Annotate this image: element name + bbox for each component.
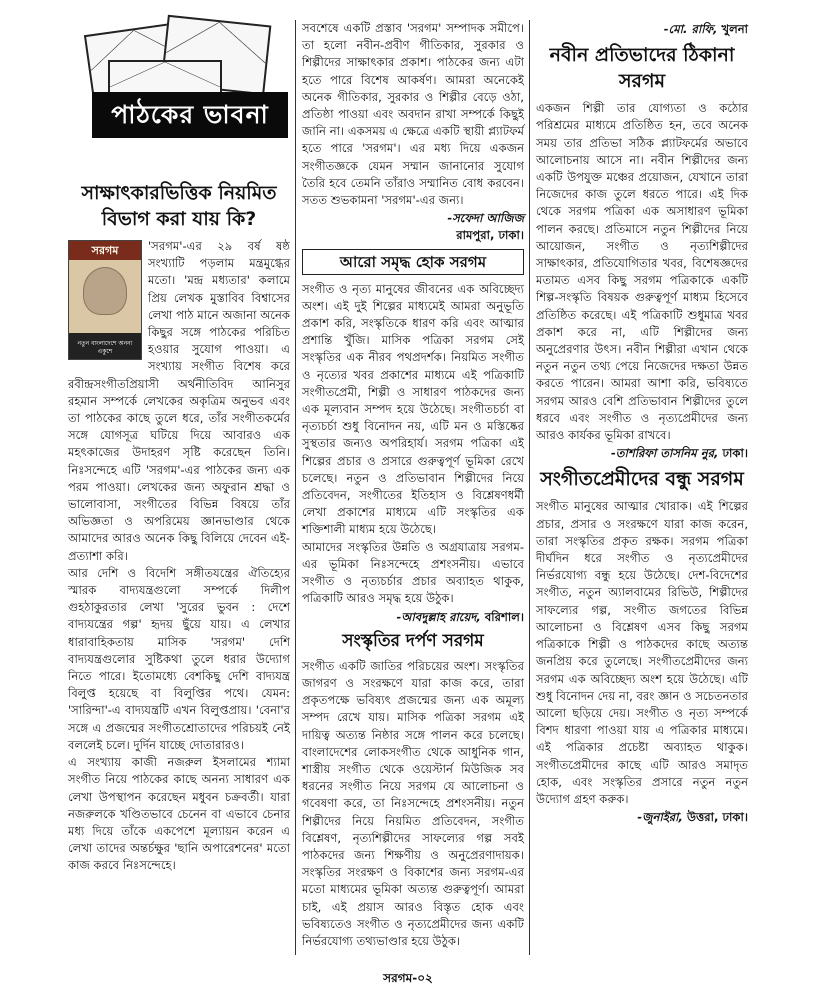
column-2 bbox=[302, 20, 524, 950]
article-3-location: খুলনা bbox=[721, 22, 748, 36]
article-5-location: উত্তরা, ঢাকা। bbox=[686, 810, 748, 825]
page-footer: সরগম-০২ bbox=[383, 971, 433, 985]
article-3-author: -মো. রাফি, bbox=[663, 22, 718, 36]
magazine-cover-title: সরগম bbox=[91, 244, 119, 257]
article-4-paragraph-1: একজন শিল্পী তার যোগ্যতা ও কঠোর পরিশ্রমের মাধ্যমে প্রতিষ্ঠিত হন, তবে অনেক সময় তার প্রতিভা সঠিক প্ল্যাটফর্মের অভাবে আলোচনায় আসে না। নবীন শিল্পীদের জন্য একটি উপযুক্ত মঞ্চের প্রয়োজন, যেখানে তারা নিজেদের কাজ তুলে ধরতে পারে। এই দিক থেকে সরগম পত্রিকা এক অসাধারণ ভূমিকা পালন করছে। প্রতিমাসে নতুন শিল্পীদের নিয়ে আয়োজন, সংগীত ও নৃত্যশিল্পীদের সাক্ষাৎকার, প্রতিযোগিতার খবর, বিশেষজ্ঞদের মতামত এসব কিছু সরগম পত্রিকাকে একটি শিল্প-সংস্কৃতি বিষয়ক গুরুত্বপূর্ণ মাধ্যম হিসেবে প্রতিষ্ঠিত করেছে। এই পত্রিকাটি শুধুমাত্র খবর প্রকাশ করে না, এটি শিল্পীদের জন্য অনুপ্রেরণার উৎস। নবীন শিল্পীরা এখান থেকে নতুন নতুন তথ্য পেয়ে নিজেদের দক্ষতা উন্নত করতে পারেন। আমরা আশা করি, ভবিষ্যতে সরগম আরও বেশি প্রতিভাবান শিল্পীদের তুলে ধরবে এবং সংগীত ও নৃত্যপ্রেমীদের জন্য আরও কার্যকর ভূমিকা রাখবে। bbox=[536, 101, 748, 443]
column-divider bbox=[529, 20, 530, 955]
section-banner: পাঠকের ভাবনা bbox=[92, 92, 288, 138]
column-1 bbox=[68, 176, 290, 875]
article-5-author: -জুনাইরা, bbox=[637, 810, 683, 825]
article-1-title: সাক্ষাৎকারভিত্তিক নিয়মিত বিভাগ করা যায় কি? bbox=[81, 182, 277, 230]
article-4-title: নবীন প্রতিভাদের ঠিকানা সরগম bbox=[549, 44, 735, 93]
magazine-cover-subtitle: নতুন বাংলাদেশে অনন্য একুশে bbox=[77, 340, 133, 355]
article-5-paragraph-1: সংগীত মানুষের আত্মার খোরাক। এই শিল্পের প্রচার, প্রসার ও সংরক্ষণে যারা কাজ করেন, তারা সংস্কৃতির প্রকৃত রক্ষক। সরগম পত্রিকা দীর্ঘদিন ধরে সংগীত ও নৃত্যপ্রেমীদের নির্ভরযোগ্য বন্ধু হয়ে উঠেছে। দেশ-বিদেশের সংগীত, নতুন অ্যালবামের রিভিউ, শিল্পীদের সাফল্যের গল্প, সংগীত জগতের বিভিন্ন আলোচনা ও বিশ্লেষণ এসব কিছু সরগম পত্রিকাকে শিল্পী ও পাঠকদের কাছে অত্যন্ত জনপ্রিয় করে তুলেছে। সংগীতপ্রেমীদের জন্য সরগম এক অবিচ্ছেদ্য অংশ হয়ে উঠেছে। এটি শুধু বিনোদন দেয় না, বরং জ্ঞান ও সচেতনতার আলো ছড়িয়ে দেয়। সংগীত ও নৃত্য সম্পর্কে বিশদ ধারণা পাওয়া যায় এ পত্রিকার মাধ্যমে। এই পত্রিকার প্রচেষ্টা অব্যাহত থাকুক। সংগীতপ্রেমীদের কাছে এটি আরও সমাদৃত হোক, এবং সংস্কৃতির প্রসারে নতুন নতুন উদ্যোগ গ্রহণ করুক। bbox=[536, 499, 748, 806]
article-2-location: বরিশাল। bbox=[484, 609, 524, 624]
article-1-location: রামপুরা, ঢাকা। bbox=[456, 228, 524, 243]
article-1-paragraph-2: আর দেশি ও বিদেশি সঙ্গীতযন্ত্রের ঐতিহ্যের স্মারক বাদ্যযন্ত্রগুলো সম্পর্কে দিলীপ গুহঠাকুরতার লেখা 'সুরের ভুবন : দেশে বাদ্যযন্ত্রের গল্প' হৃদয় ছুঁয়ে যায়। এ লেখার ধারাবাহিকতায় মাসিক 'সরগম' দেশি বাদ্যযন্ত্রগুলোর সুষ্টিকথা তুলে ধরার উদ্যোগ নিতে পারে। ইতোমধ্যে বেশকিছু দেশি বাদ্যযন্ত্র বিলুপ্ত হয়েছে বা বিলুপ্তির পথে। যেমন: 'সারিন্দা'-এ বাদ্যযন্ত্রটি এখন বিলুপ্তপ্রায়। 'বেনা'র সঙ্গে এ প্রজন্মের সংগীতশ্রোতাদের পরিচয়ই নেই বললেই চলে। দুর্দিন যাচ্ছে দোতারারও। bbox=[68, 565, 290, 752]
article-3-signature bbox=[536, 21, 748, 38]
article-4-signature bbox=[536, 445, 748, 462]
column-divider bbox=[295, 20, 296, 955]
article-3-paragraph-1: সংগীত একটি জাতির পরিচয়ের অংশ। সংস্কৃতির জাগরণ ও সংরক্ষণে যারা কাজ করে, তারা প্রকৃতপক্ষে ভবিষ্যৎ প্রজন্মের জন্য এক অমূল্য সম্পদ রেখে যায়। মাসিক পত্রিকা সরগম এই দায়িত্ব অত্যন্ত নিষ্ঠার সঙ্গে পালন করে চলেছে। বাংলাদেশের লোকসংগীত থেকে আধুনিক গান, শাস্ত্রীয় সংগীত থেকে ওয়েস্টার্ন মিউজিক সব ধরনের সংগীত নিয়ে সরগম যে আলোচনা ও গবেষণা করে, তা নিঃসন্দেহে প্রশংসনীয়। নতুন শিল্পীদের নিয়ে নিয়মিত প্রতিবেদন, সংগীত বিশ্লেষণ, নৃত্যশিল্পীদের সাফল্যের গল্প সবই পাঠকদের জন্য শিক্ষণীয় ও অনুপ্রেরণাদায়ক। সংস্কৃতির সংরক্ষণ ও বিকাশের জন্য সরগম-এর মতো মাধ্যমের ভূমিকা অত্যন্ত গুরুত্বপূর্ণ। আমরা চাই, এই প্রয়াস আরও বিস্তৃত হোক এবং ভবিষ্যতেও সংগীত ও নৃত্যপ্রেমীদের জন্য একটি নির্ভরযোগ্য তথ্যভাণ্ডার হয়ে উঠুক। bbox=[302, 658, 524, 948]
article-1-paragraph-4: সবশেষে একটি প্রস্তাব 'সরগম' সম্পাদক সমীপে। তা হলো নবীন-প্রবীণ গীতিকার, সুরকার ও শিল্পীদের সাক্ষাৎকার প্রকাশ। পাঠকের জন্য এটা হতে পারে বিশেষ আকর্ষণ। আমরা অনেকেই অনেক গীতিকার, সুরকার ও শিল্পীর বেড়ে ওঠা, প্রতিষ্ঠা পাওয়া এবং অবদান রাখা সম্পর্কে কিছুই জানি না। একসময় এ ক্ষেত্রে একটি স্থায়ী প্ল্যাটফর্ম হতে পারে 'সরগম'। এর মধ্য দিয়ে একজন সংগীতজ্ঞকে যেমন সম্মান জানানোর সুযোগ তৈরি হবে তেমনি তাঁরাও সম্মানিত বোধ করবেন। সতত শুভকামনা 'সরগম'-এর জন্য। bbox=[302, 21, 524, 208]
article-2-paragraph-2: আমাদের সংস্কৃতির উন্নতি ও অগ্রযাত্রায় সরগম-এর ভূমিকা নিঃসন্দেহে প্রশংসনীয়। এভাবে সংগীত ও নৃত্যচর্চার প্রচার অব্যাহত থাকুক, পত্রিকাটি আরও সমৃদ্ধ হয়ে উঠুক। bbox=[302, 539, 524, 606]
article-1-paragraph-1: 'সরগম'-এর ২৯ বর্ষ ষষ্ঠ সংখ্যাটি পড়লাম মন্ত্রমুগ্ধের মতো। 'মন্দ্র মধ্যতার' কলামে প্রিয় লেখক মুস্তাবিব বিশ্বাসের লেখা পাঠ মানে অজানা অনেক কিছুর সঙ্গে পাঠকের পরিচিত হওয়ার সুযোগ পাওয়া। এ সংখ্যায় সংগীত বিশেষ করে রবীন্দ্রসংগীতপ্রিয়াসী অর্থনীতিবিদ আনিসুর রহমান সম্পর্কে লেখকের অকৃত্রিম অনুভব এবং তা পাঠকের কাছে তুলে ধরে, তাঁর সংগীতকর্মের সঙ্গে যোগসূত্র ঘটিয়ে দিয়ে আবারও এক মহৎকাজের উদাহরণ সৃষ্টি করেছেন তিনি। নিঃসন্দেহে এটি 'সরগম'-এর পাঠকের জন্য এক পরম পাওয়া। লেখকের জন্য অফুরান শ্রদ্ধা ও ভালোবাসা, সংগীতের বিভিন্ন বিষয়ে তাঁর অভিজ্ঞতা ও অপরিমেয় জ্ঞানভাণ্ডার থেকে আমাদের আরও অনেক কিছু বিলিয়ে দেবেন এই-প্রত্যাশা করি। bbox=[68, 239, 290, 563]
magazine-cover-image bbox=[68, 240, 142, 360]
article-1-author: -সফেদা আজিজ bbox=[447, 211, 524, 226]
article-2-author: -আবদুল্লাহ রায়েদ, bbox=[396, 609, 481, 624]
article-1-paragraph-3: এ সংখ্যায় কাজী নজরুল ইসলামের শ্যামা সংগীত নিয়ে পাঠকের কাছে অনন্য সাধারণ এক লেখা উপস্থাপন করেছেন মধুবন চক্রবর্তী। যারা নজরুলকে খণ্ডিতভাবে চেনেন বা এভাবে চেনার মধ্য দিয়ে তাঁকে একপেশে মূল্যায়ন করেন এ লেখা তাদের অন্তর্চক্ষুর 'ছানি অপারেশনের' মতো কাজ করবে নিঃসন্দেহে। bbox=[68, 755, 290, 873]
article-4-location: ঢাকা। bbox=[722, 446, 748, 461]
article-2-paragraph-1: সংগীত ও নৃত্য মানুষের জীবনের এক অবিচ্ছেদ্য অংশ। এই দুই শিল্পের মাধ্যমেই আমরা অনুভূতি প্রকাশ করি, সংস্কৃতিকে ধারণ করি এবং আত্মার প্রশান্তি খুঁজি। মাসিক পত্রিকা সরগম সেই সংস্কৃতির এক নীরব পথপ্রদর্শক। নিয়মিত সংগীত ও নৃত্যের খবর প্রকাশের মাধ্যমে এই পত্রিকাটি সংগীতপ্রেমী, শিল্পী ও সাধারণ পাঠকদের জন্য এক মূল্যবান সম্পদ হয়ে উঠেছে। সংগীতচর্চা বা নৃত্যচর্চা শুধু বিনোদন নয়, এটি মন ও মস্তিষ্কের সুস্থতার জন্যও অপরিহার্য। সরগম পত্রিকা এই শিল্পের প্রচার ও প্রসারে গুরুত্বপূর্ণ ভূমিকা রেখে চলেছে। নতুন ও প্রতিভাবান শিল্পীদের নিয়ে প্রতিবেদন, সংগীতের ইতিহাস ও বিশ্লেষণধর্মী লেখা প্রকাশের মাধ্যমে এটি সংস্কৃতির এক শক্তিশালী মাধ্যম হয়ে উঠেছে। bbox=[302, 281, 524, 537]
portrait-image bbox=[83, 267, 127, 315]
article-5-title: সংগীতপ্রেমীদের বন্ধু সরগম bbox=[540, 468, 744, 491]
article-2-title: আরো সমৃদ্ধ হোক সরগম bbox=[302, 249, 524, 275]
column-3 bbox=[536, 20, 748, 826]
article-2-signature bbox=[302, 609, 524, 626]
article-5-signature bbox=[536, 809, 748, 826]
article-4-author: -তাশরিফা তাসনিম নুর, bbox=[610, 446, 719, 461]
article-3-title: সংস্কৃতির দর্পণ সরগম bbox=[342, 630, 484, 651]
section-masthead bbox=[68, 20, 290, 174]
